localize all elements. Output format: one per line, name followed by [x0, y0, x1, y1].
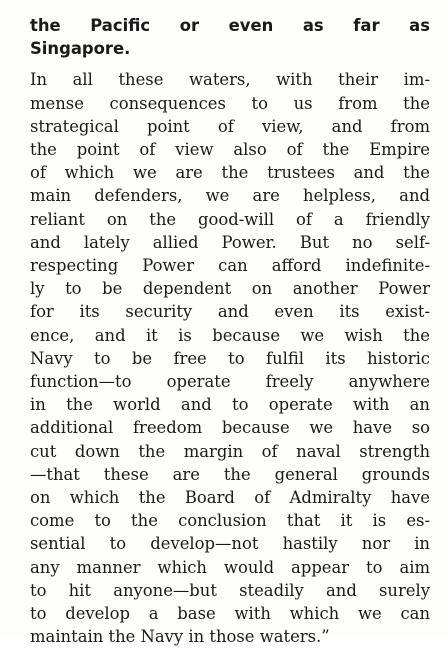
body-line-11: for its security and even its exist- — [30, 302, 430, 322]
body-line-23: to hit anyone—but steadily and surely — [30, 580, 430, 600]
body-line-9: respecting Power can afford indefinite- — [30, 256, 430, 276]
body-line-3: strategical point of view, and from — [30, 116, 430, 136]
body-line-19: on which the Board of Admiralty have — [30, 488, 430, 508]
body-line-8: and lately allied Power. But no self- — [30, 232, 430, 252]
lead-line-1: the Pacific or even as far as — [30, 16, 430, 35]
body-line-12: ence, and it is because we wish the — [30, 325, 430, 345]
body-line-25: maintain the Navy in those waters.” — [30, 627, 330, 647]
lead-text — [30, 14, 430, 60]
body-line-20: come to the conclusion that it is es- — [30, 511, 430, 531]
body-line-10: ly to be dependent on another Power — [30, 279, 430, 299]
body-line-1: In all these waters, with their im- — [30, 70, 430, 90]
body-line-17: cut down the margin of naval strength — [30, 441, 430, 461]
article-body — [30, 68, 430, 648]
body-line-5: of which we are the trustees and the — [30, 163, 430, 183]
body-line-13: Navy to be free to fulfil its historic — [30, 348, 430, 368]
body-line-21: sential to develop—not hastily nor in — [30, 534, 430, 554]
body-line-18: —that these are the general grounds — [30, 464, 430, 484]
body-line-7: reliant on the good-will of a friendly — [30, 209, 430, 229]
body-line-24: to develop a base with which we can — [30, 604, 430, 624]
body-line-2: mense consequences to us from the — [30, 93, 430, 113]
body-line-14: function—to operate freely anywhere — [30, 372, 430, 392]
body-line-16: additional freedom because we have so — [30, 418, 430, 438]
body-line-15: in the world and to operate with an — [30, 395, 430, 415]
body-line-6: main defenders, we are helpless, and — [30, 186, 430, 206]
article-column — [30, 14, 430, 648]
body-line-22: any manner which would appear to aim — [30, 557, 430, 577]
body-line-4: the point of view also of the Empire — [30, 140, 430, 160]
lead-line-2: Singapore. — [30, 39, 131, 59]
